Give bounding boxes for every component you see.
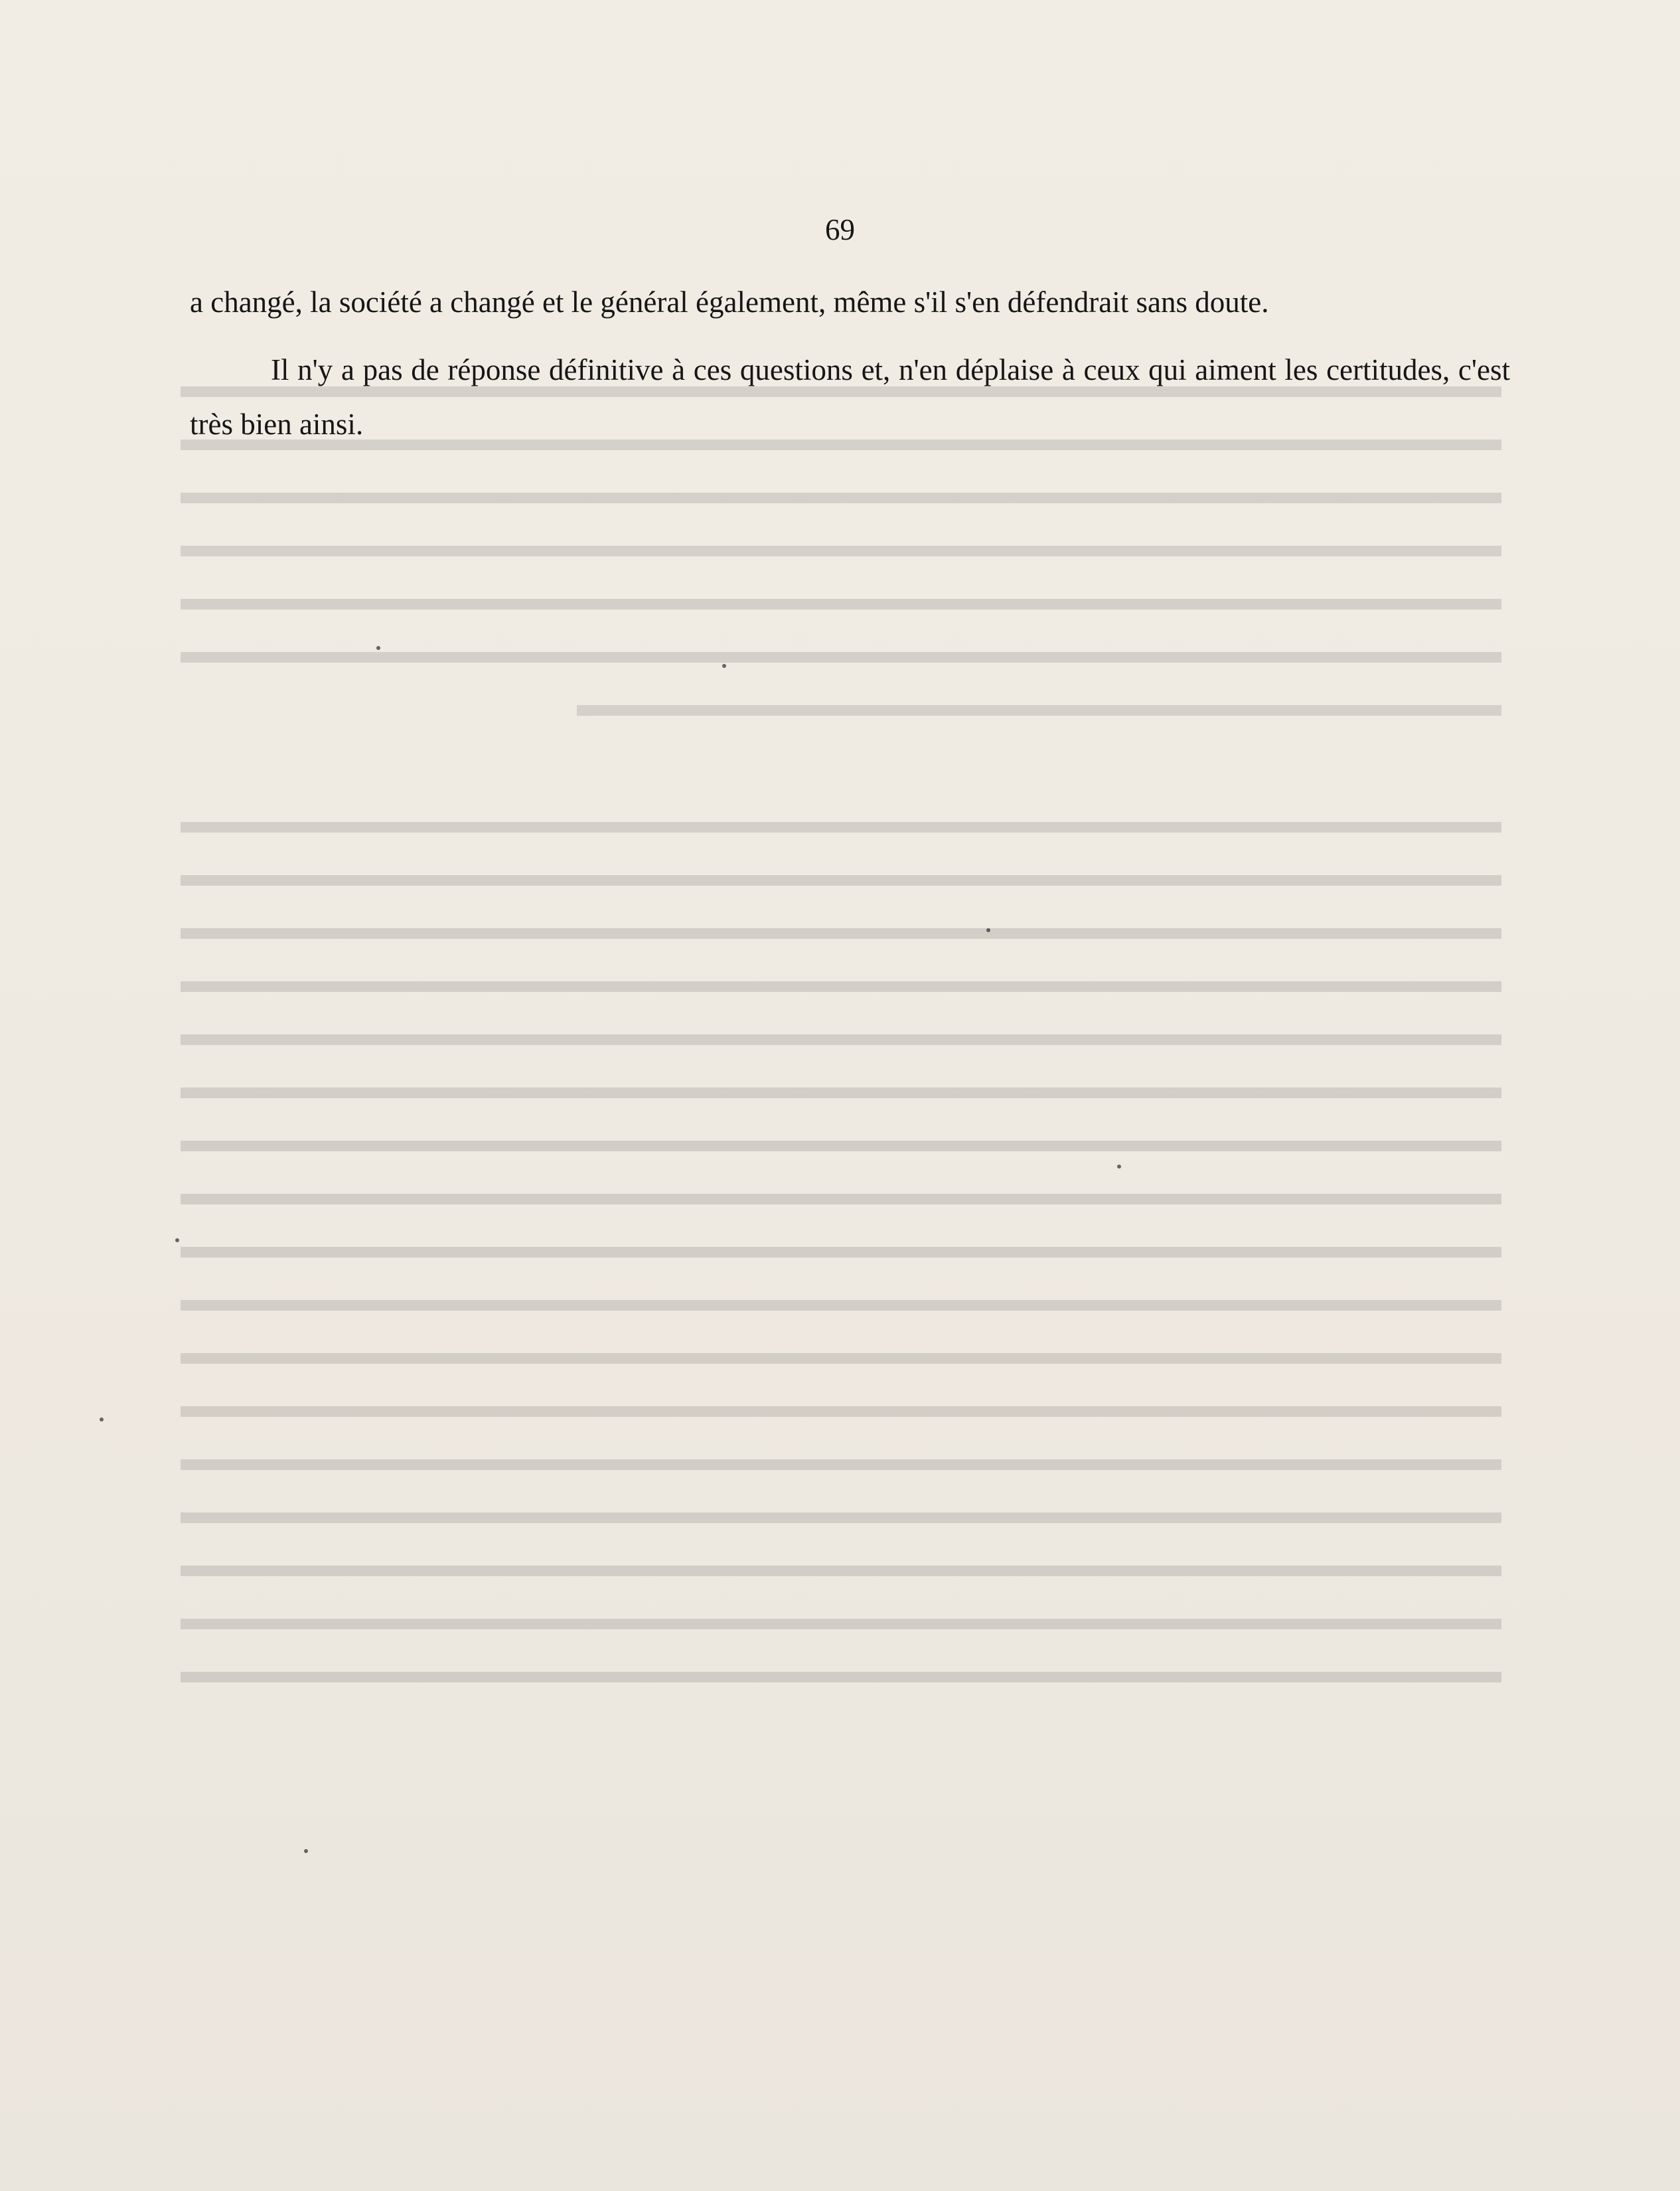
- paper-speck: [376, 646, 380, 650]
- paper-speck: [1117, 1165, 1121, 1169]
- paragraph-1: a changé, la société a changé et le général également, même s'il s'en défendrait sans doute.: [190, 285, 1269, 319]
- page-number: 69: [825, 213, 855, 246]
- paper-speck: [986, 928, 990, 932]
- body-text: [190, 275, 1510, 451]
- paper-speck: [304, 1849, 308, 1853]
- bleed-through-texture: [181, 312, 1501, 1985]
- paper-speck: [722, 664, 726, 668]
- paper-speck: [175, 1238, 179, 1242]
- paper-speck: [100, 1418, 104, 1421]
- paragraph-2: Il n'y a pas de réponse définitive à ces questions et, n'en déplaise à ceux qui aiment les certitudes, c'est très bien ainsi.: [190, 353, 1510, 441]
